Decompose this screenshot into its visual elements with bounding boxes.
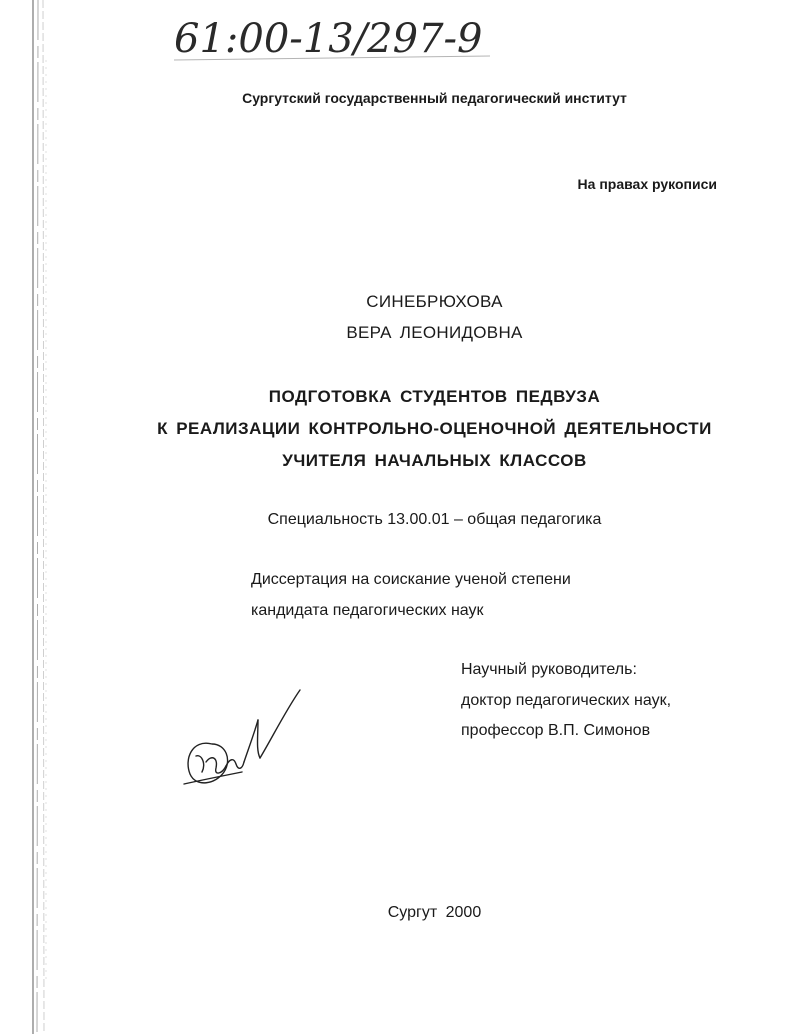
- supervisor-label: Научный руководитель:: [461, 661, 637, 678]
- manuscript-rights-note: На правах рукописи: [577, 176, 717, 192]
- institute-name: Сургутский государственный педагогический институт: [242, 90, 627, 106]
- supervisor-degree: доктор педагогических наук,: [461, 692, 672, 709]
- thesis-title-line-2: К РЕАЛИЗАЦИИ КОНТРОЛЬНО-ОЦЕНОЧНОЙ ДЕЯТЕЛЬНОСТИ: [157, 419, 712, 438]
- svg-text:61:00-13/297-9: 61:00-13/297-9: [174, 16, 483, 62]
- supervisor-name: профессор В.П. Симонов: [461, 722, 651, 739]
- specialty-line: Специальность 13.00.01 – общая педагогика: [267, 511, 602, 528]
- dissertation-line-2: кандидата педагогических наук: [251, 602, 484, 619]
- thesis-title-line-1: ПОДГОТОВКА СТУДЕНТОВ ПЕДВУЗА: [268, 387, 601, 406]
- handwritten-signature: [182, 684, 307, 789]
- handwritten-archive-number: [170, 8, 500, 68]
- author-surname: СИНЕБРЮХОВА: [366, 292, 503, 311]
- thesis-title-line-3: УЧИТЕЛЯ НАЧАЛЬНЫХ КЛАССОВ: [282, 451, 587, 470]
- city-and-year: Сургут 2000: [387, 904, 482, 921]
- dissertation-line-1: Диссертация на соискание ученой степени: [251, 571, 571, 588]
- author-given-names: ВЕРА ЛЕОНИДОВНА: [346, 323, 523, 342]
